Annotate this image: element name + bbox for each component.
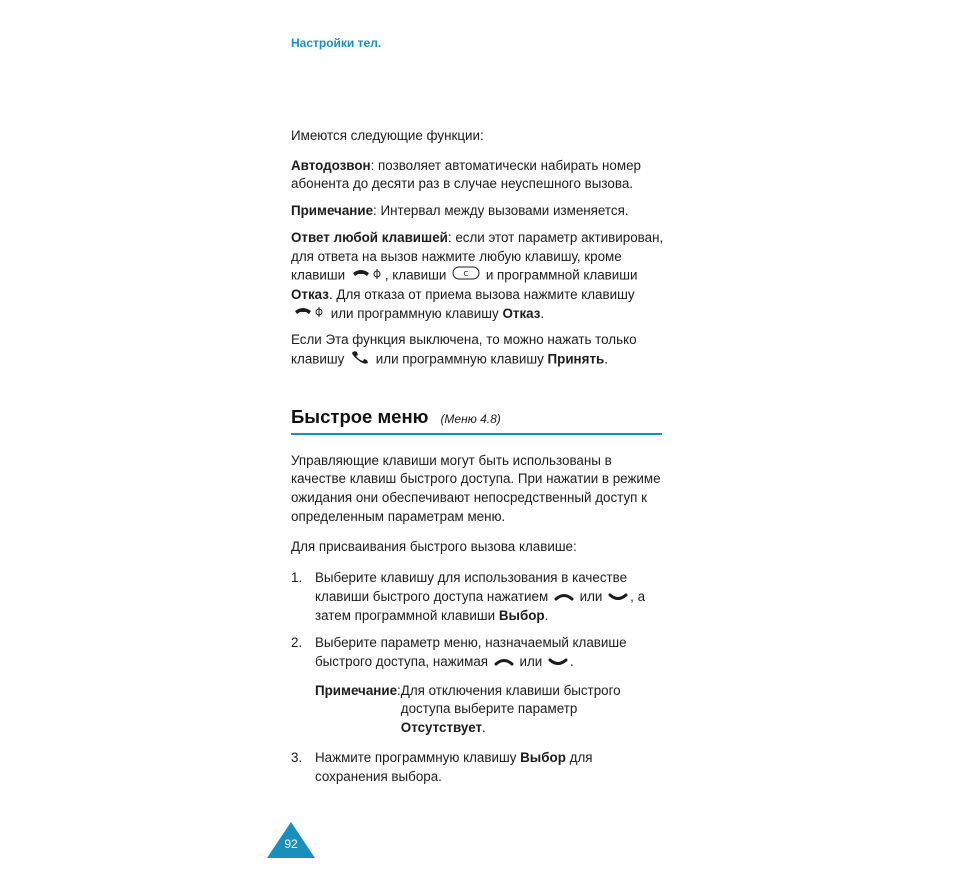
autoredial-paragraph xyxy=(291,157,666,194)
section-heading xyxy=(291,405,662,435)
note-value-none: Отсутствует xyxy=(400,720,483,736)
send-key-icon xyxy=(350,350,370,370)
intro-text: Имеются следующие функции: xyxy=(291,128,484,143)
anykey-term: Ответ любой клавишей xyxy=(291,229,448,245)
page-number: 92 xyxy=(284,837,298,851)
step-2-text-1: Выберите параметр меню, назначаемый клавише быстрого доступа, нажимая xyxy=(315,635,627,669)
disabled-text-2: или программную клавишу xyxy=(375,351,544,367)
step-number: 1. xyxy=(291,570,303,586)
page-content xyxy=(291,127,666,795)
step-3-text-1: Нажмите программную клавишу xyxy=(315,749,517,765)
step-2-text-2: . xyxy=(570,653,574,669)
step-1-or: или xyxy=(579,588,603,604)
soft-key-reject-2: Отказ xyxy=(502,305,541,321)
list-item xyxy=(291,634,666,672)
note-term: Примечание xyxy=(291,203,374,219)
soft-key-select-1: Выбор xyxy=(498,607,545,623)
anykey-text-1: : если этот параметр активирован, для ответа на вызов нажмите любую клавишу, кроме клавиши xyxy=(291,229,664,283)
end-key-icon xyxy=(351,267,383,286)
note-disable-shortcut xyxy=(315,682,666,738)
note-colon: : xyxy=(397,682,401,698)
note-term: Примечание xyxy=(315,682,398,698)
soft-key-select-2: Выбор xyxy=(520,749,566,765)
end-key-icon xyxy=(293,305,325,324)
anykey-text-5: или программную клавишу xyxy=(330,305,499,321)
step-text xyxy=(315,569,666,625)
list-item xyxy=(291,569,666,625)
step-1-text-3: . xyxy=(544,607,549,623)
step-number: 3. xyxy=(291,749,303,765)
steps-list-cont xyxy=(291,749,666,786)
section-menu-number: (Меню 4.8) xyxy=(440,411,501,426)
disabled-text-1: Если Эта функция выключена, то можно нажать только клавишу xyxy=(291,332,637,367)
autoredial-term: Автодозвон xyxy=(291,157,371,173)
note-text-body: Для отключения клавиши быстрого доступа выберите параметр xyxy=(400,682,621,717)
down-key-icon xyxy=(608,588,628,607)
soft-key-reject-1: Отказ xyxy=(291,286,329,302)
anykey-text-6: . xyxy=(540,305,545,321)
soft-key-accept: Принять xyxy=(547,351,605,367)
autoredial-text: : позволяет автоматически набирать номер абонента до десяти раз в случае неуспешного вызова. xyxy=(291,157,641,192)
note-text: : Интервал между вызовами изменяется. xyxy=(373,203,629,219)
up-key-icon xyxy=(554,588,574,607)
step-1-text-2: , а затем программной клавиши xyxy=(315,588,646,623)
up-key-icon xyxy=(494,653,514,672)
step-2-or: или xyxy=(519,653,543,669)
list-item xyxy=(291,749,666,786)
section-title: Быстрое меню xyxy=(291,405,429,427)
down-key-icon xyxy=(548,653,568,672)
anykey-paragraph xyxy=(291,229,666,324)
step-text xyxy=(315,749,666,786)
assign-intro: Для присваивания быстрого вызова клавише: xyxy=(291,539,577,555)
shortcut-description: Управляющие клавиши могут быть использованы в качестве клавиш быстрого доступа. При нажатии в режиме ожидания они обеспечивают непосредственный доступ к определенным параметрам меню. xyxy=(291,452,661,524)
step-3-text-2: для сохранения выбора. xyxy=(315,749,593,784)
step-text xyxy=(315,634,666,672)
svg-text:C: C xyxy=(463,270,469,279)
page-header: Настройки тел. xyxy=(291,36,382,50)
steps-list xyxy=(291,569,666,672)
anykey-text-3: и программной клавиши xyxy=(485,267,638,283)
note-interval-paragraph xyxy=(291,202,666,221)
step-number: 2. xyxy=(291,635,303,651)
disabled-paragraph xyxy=(291,331,666,369)
clear-key-icon xyxy=(452,266,480,286)
disabled-text-3: . xyxy=(604,351,608,367)
anykey-text-4: . Для отказа от приема вызова нажмите клавишу xyxy=(328,286,635,302)
anykey-text-2: , клавиши xyxy=(384,267,447,283)
note-text xyxy=(401,682,666,738)
step-1-text-1: Выберите клавишу для использования в качестве клавиши быстрого доступа нажатием xyxy=(315,570,628,604)
note-end: . xyxy=(482,720,486,736)
